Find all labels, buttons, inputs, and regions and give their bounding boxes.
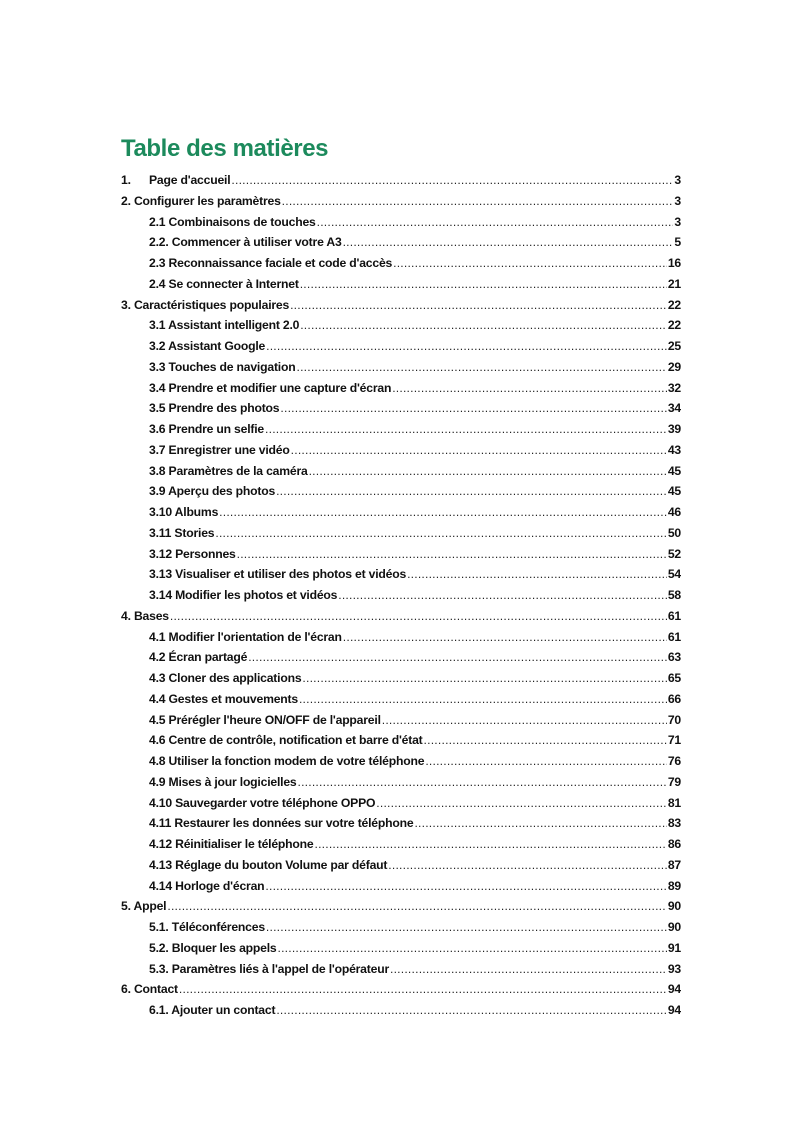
toc-entry-label: 3.12 Personnes [149, 546, 236, 561]
toc-entry-label: 3.3 Touches de navigation [149, 359, 296, 374]
toc-entry-page-number: 21 [667, 276, 681, 291]
toc-entry-page-number: 81 [667, 795, 681, 810]
toc-entry-label: 2.4 Se connecter à Internet [149, 276, 299, 291]
toc-entry-page-number: 5 [674, 235, 681, 250]
toc-entry[interactable] [121, 982, 681, 1003]
toc-entry-label: 4.12 Réinitialiser le téléphone [149, 837, 314, 851]
dot-leader [309, 464, 667, 478]
toc-entry-page-number: 43 [667, 442, 681, 457]
toc-entry-label: 3.2 Assistant Google [149, 339, 266, 353]
toc-entry-page-number: 46 [667, 505, 681, 519]
toc-entry-label: 3.5 Prendre des photos [149, 401, 280, 416]
toc-entry-label: 6. Contact [121, 982, 178, 997]
toc-entry-page-number: 45 [667, 484, 681, 499]
dot-leader [215, 526, 666, 540]
toc-entry-label: 5.2. Bloquer les appels [149, 940, 277, 955]
toc-entry-page-number: 90 [667, 920, 681, 934]
dot-leader [280, 401, 666, 415]
toc-entry-page-number: 32 [667, 380, 681, 395]
toc-entry-number: 1. [121, 173, 131, 187]
toc-entry-page-number: 86 [667, 837, 681, 851]
toc-entry-page-number: 65 [667, 671, 681, 685]
toc-entry-label: Page d'accueil [149, 173, 231, 187]
toc-entry-label: 4.14 Horloge d'écran [149, 878, 265, 893]
toc-entry[interactable] [121, 194, 681, 215]
toc-entry-page-number: 52 [667, 546, 681, 561]
dot-leader [276, 1003, 667, 1017]
toc-entry[interactable] [121, 381, 681, 402]
toc-entry-label: 4.1 Modifier l'orientation de l'écran [149, 629, 342, 644]
toc-entry-page-number: 79 [667, 774, 681, 789]
toc-entry-label: 2.2. Commencer à utiliser votre A3 [149, 235, 342, 250]
toc-entry-page-number: 58 [667, 588, 681, 602]
dot-leader [393, 256, 667, 270]
toc-entry[interactable] [121, 899, 681, 920]
toc-entry-label: 4.13 Réglage du bouton Volume par défaut [149, 857, 388, 872]
toc-entry-label: 4.8 Utiliser la fonction modem de votre téléphone [149, 754, 425, 768]
toc-entry-page-number: 16 [667, 256, 681, 270]
toc-entry-label: 4.5 Prérégler l'heure ON/OFF de l'appareil [149, 712, 381, 727]
toc-entry[interactable] [121, 879, 681, 900]
toc-entry[interactable] [121, 733, 681, 754]
toc-entry[interactable] [121, 609, 681, 630]
dot-leader [299, 692, 667, 706]
dot-leader [282, 194, 674, 208]
dot-leader [296, 360, 666, 374]
dot-leader [407, 567, 667, 581]
toc-entry[interactable] [121, 588, 681, 609]
dot-leader [167, 899, 666, 913]
toc-entry-label: 3.6 Prendre un selfie [149, 422, 265, 436]
toc-entry[interactable] [121, 941, 681, 962]
toc-entry[interactable] [121, 464, 681, 485]
dot-leader [170, 609, 667, 623]
toc-entry-label: 3.8 Paramètres de la caméra [149, 463, 308, 478]
toc-entry[interactable] [121, 692, 681, 713]
toc-entry-label: 5.1. Téléconférences [149, 920, 265, 934]
toc-entry-page-number: 50 [667, 525, 681, 540]
dot-leader [265, 879, 666, 893]
dot-leader [277, 941, 666, 955]
toc-entry[interactable] [121, 318, 681, 339]
dot-leader [382, 713, 667, 727]
toc-entry-page-number: 3 [674, 173, 681, 187]
dot-leader [425, 754, 667, 768]
toc-entry-label: 3.14 Modifier les photos et vidéos [149, 588, 338, 602]
toc-entry[interactable] [121, 401, 681, 422]
toc-entry[interactable] [121, 816, 681, 837]
toc-entry[interactable] [121, 796, 681, 817]
toc-entry-label: 4.11 Restaurer les données sur votre téléphone [149, 816, 414, 831]
toc-entry[interactable] [121, 754, 681, 775]
toc-entry-page-number: 45 [667, 463, 681, 478]
dot-leader [315, 837, 667, 851]
toc-entry-label: 4.10 Sauvegarder votre téléphone OPPO [149, 795, 376, 810]
dot-leader [424, 733, 667, 747]
dot-leader [237, 547, 667, 561]
toc-entry-page-number: 90 [667, 899, 681, 914]
toc-entry[interactable] [121, 484, 681, 505]
toc-entry-label: 3. Caractéristiques populaires [121, 297, 290, 312]
toc-entry[interactable] [121, 173, 681, 194]
toc-entry-page-number: 54 [667, 567, 681, 582]
dot-leader [388, 858, 667, 872]
toc-entry-label: 4.6 Centre de contrôle, notification et barre d'état [149, 733, 423, 748]
toc-entry-page-number: 76 [667, 754, 681, 768]
toc-entry[interactable] [121, 630, 681, 651]
toc-entry[interactable] [121, 256, 681, 277]
toc-entry-page-number: 70 [667, 712, 681, 727]
dot-leader [231, 173, 673, 187]
dot-leader [317, 215, 674, 229]
toc-list [121, 173, 681, 1024]
dot-leader [266, 339, 667, 353]
toc-entry-label: 4. Bases [121, 608, 169, 623]
toc-entry[interactable] [121, 837, 681, 858]
dot-leader [300, 277, 667, 291]
toc-entry-label: 3.10 Albums [149, 505, 219, 519]
toc-entry-label: 3.11 Stories [149, 525, 215, 540]
toc-entry[interactable] [121, 298, 681, 319]
toc-entry[interactable] [121, 339, 681, 360]
toc-entry[interactable] [121, 215, 681, 236]
dot-leader [298, 775, 667, 789]
toc-entry-label: 4.4 Gestes et mouvements [149, 691, 298, 706]
dot-leader [219, 505, 667, 519]
toc-entry-label: 3.1 Assistant intelligent 2.0 [149, 318, 300, 333]
dot-leader [414, 816, 666, 830]
toc-entry-page-number: 34 [667, 401, 681, 416]
toc-title: Table des matières [121, 135, 329, 162]
toc-entry[interactable] [121, 962, 681, 983]
dot-leader [265, 422, 667, 436]
dot-leader [343, 235, 674, 249]
toc-entry-page-number: 61 [667, 629, 681, 644]
toc-entry-label: 3.7 Enregistrer une vidéo [149, 442, 290, 457]
toc-entry[interactable] [121, 443, 681, 464]
toc-entry[interactable] [121, 650, 681, 671]
dot-leader [338, 588, 667, 602]
dot-leader [300, 318, 667, 332]
toc-entry-label: 3.9 Aperçu des photos [149, 484, 276, 499]
toc-entry[interactable] [121, 920, 681, 941]
toc-entry-page-number: 89 [667, 878, 681, 893]
toc-entry-page-number: 94 [667, 982, 681, 997]
toc-entry-label: 5. Appel [121, 899, 167, 914]
toc-entry-page-number: 83 [667, 816, 681, 831]
toc-entry[interactable] [121, 360, 681, 381]
dot-leader [248, 650, 667, 664]
dot-leader [392, 381, 667, 395]
toc-entry-label: 4.3 Cloner des applications [149, 671, 302, 685]
dot-leader [266, 920, 667, 934]
dot-leader [290, 298, 667, 312]
toc-entry[interactable] [121, 422, 681, 443]
toc-entry[interactable] [121, 713, 681, 734]
toc-entry[interactable] [121, 277, 681, 298]
toc-entry-label: 4.9 Mises à jour logicielles [149, 774, 297, 789]
toc-entry-page-number: 3 [674, 214, 681, 229]
toc-entry-page-number: 25 [667, 339, 681, 353]
toc-entry-label: 2. Configurer les paramètres [121, 193, 281, 208]
toc-entry-label: 3.4 Prendre et modifier une capture d'écran [149, 380, 392, 395]
toc-entry[interactable] [121, 567, 681, 588]
toc-entry-page-number: 61 [667, 608, 681, 623]
toc-entry[interactable] [121, 775, 681, 796]
toc-entry[interactable] [121, 671, 681, 692]
toc-entry-page-number: 66 [667, 691, 681, 706]
toc-entry-page-number: 71 [667, 733, 681, 748]
dot-leader [291, 443, 667, 457]
dot-leader [302, 671, 666, 685]
toc-entry-page-number: 22 [667, 318, 681, 333]
toc-entry-label: 6.1. Ajouter un contact [149, 1003, 276, 1017]
toc-entry[interactable] [121, 1003, 681, 1024]
toc-entry-page-number: 39 [667, 422, 681, 436]
toc-entry[interactable] [121, 235, 681, 256]
toc-entry-label: 5.3. Paramètres liés à l'appel de l'opérateur [149, 961, 389, 976]
toc-entry-page-number: 93 [667, 961, 681, 976]
toc-entry-label: 2.3 Reconnaissance faciale et code d'accès [149, 256, 393, 270]
toc-entry[interactable] [121, 858, 681, 879]
dot-leader [343, 630, 667, 644]
toc-entry-page-number: 94 [667, 1003, 681, 1017]
dot-leader [376, 796, 667, 810]
toc-entry-page-number: 87 [667, 857, 681, 872]
dot-leader [276, 484, 667, 498]
toc-entry-page-number: 3 [674, 193, 681, 208]
toc-entry-label: 2.1 Combinaisons de touches [149, 214, 316, 229]
dot-leader [179, 982, 667, 996]
toc-entry-page-number: 91 [667, 940, 681, 955]
toc-entry[interactable] [121, 526, 681, 547]
toc-entry[interactable] [121, 505, 681, 526]
dot-leader [390, 962, 667, 976]
toc-entry-page-number: 29 [667, 359, 681, 374]
toc-entry-page-number: 22 [667, 297, 681, 312]
toc-entry-label: 4.2 Écran partagé [149, 650, 248, 665]
toc-entry-page-number: 63 [667, 650, 681, 665]
toc-entry[interactable] [121, 547, 681, 568]
toc-entry-label: 3.13 Visualiser et utiliser des photos et vidéos [149, 567, 407, 582]
